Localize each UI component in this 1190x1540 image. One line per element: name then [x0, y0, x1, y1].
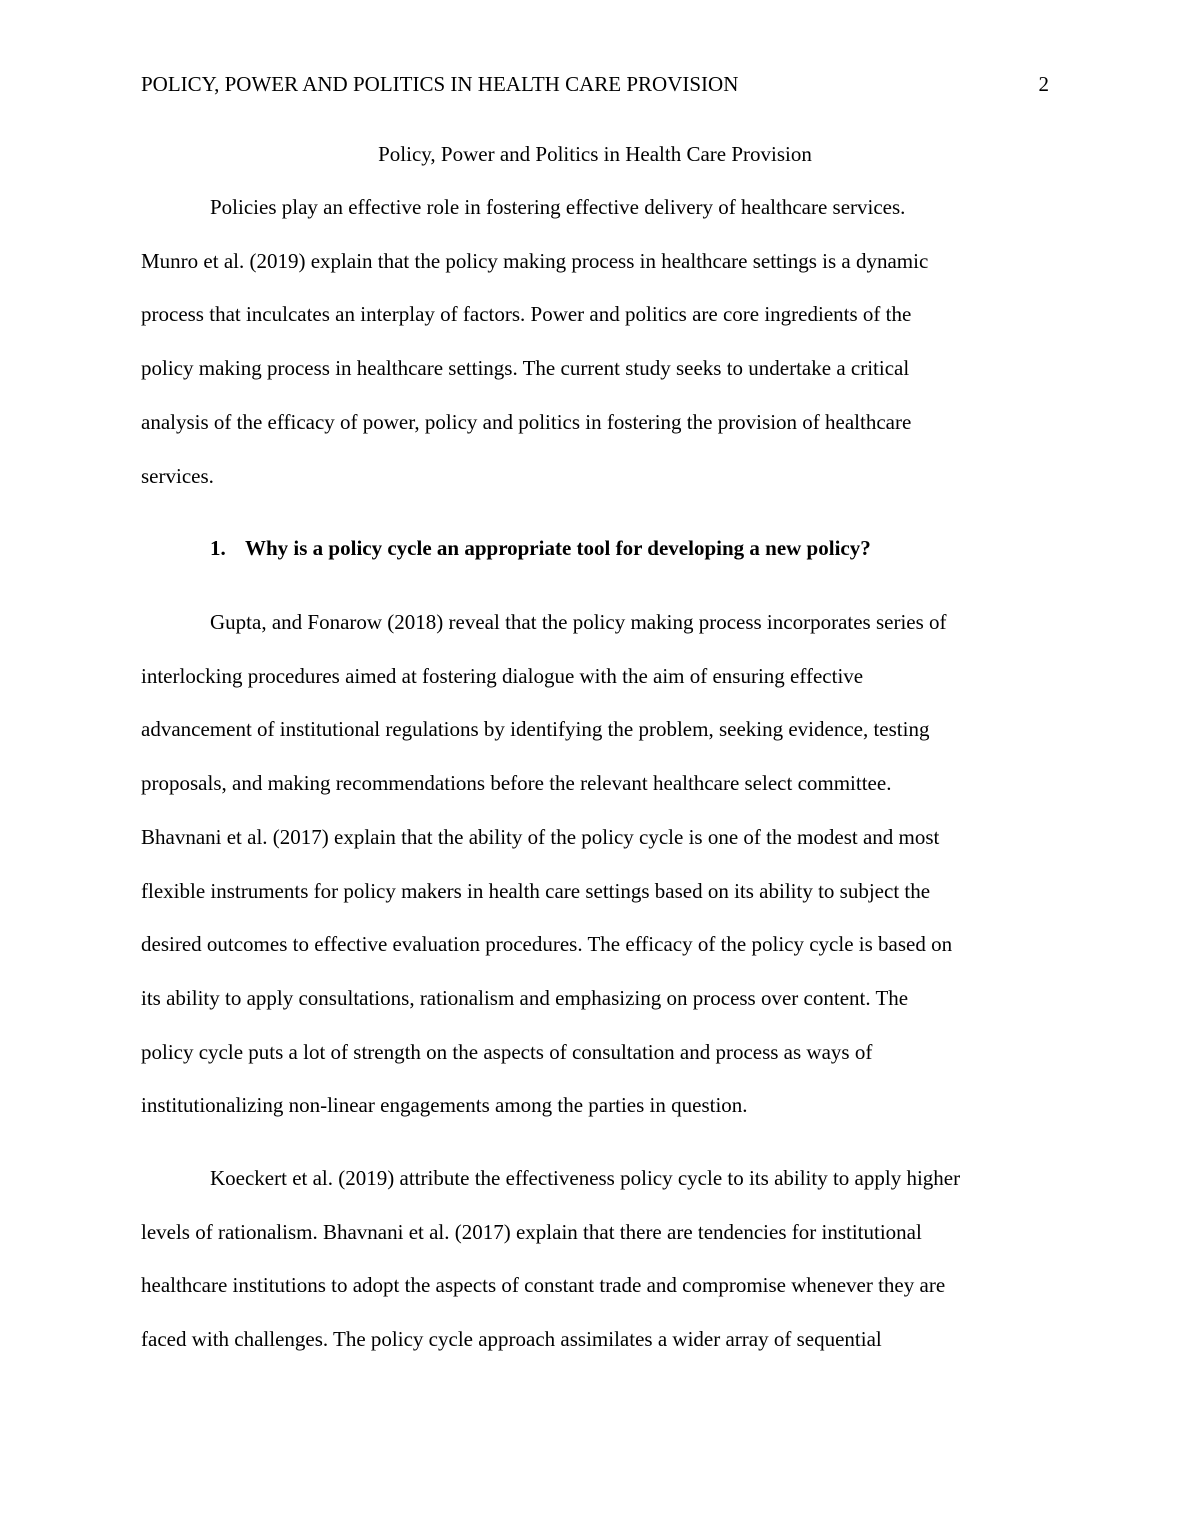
paragraph-line: its ability to apply consultations, rationalism and emphasizing on process over content. The [141, 985, 909, 1010]
paragraph-line: Koeckert et al. (2019) attribute the effectiveness policy cycle to its ability to apply higher [210, 1166, 961, 1190]
paragraph-line: institutionalizing non-linear engagements among the parties in question. [141, 1093, 748, 1118]
paragraph-line: Gupta, and Fonarow (2018) reveal that the policy making process incorporates series of [210, 610, 947, 634]
intro-paragraph [141, 181, 1051, 503]
paragraph-line: Munro et al. (2019) explain that the policy making process in healthcare settings is a dynamic [141, 248, 929, 273]
section-paragraph-2 [141, 1152, 1051, 1367]
paragraph-line: policy cycle puts a lot of strength on the aspects of consultation and process as ways of [141, 1039, 873, 1064]
section-number: 1. [210, 536, 226, 560]
paragraph-line: Bhavnani et al. (2017) explain that the ability of the policy cycle is one of the modest and most [141, 824, 940, 849]
paragraph-line: advancement of institutional regulations by identifying the problem, seeking evidence, testing [141, 717, 930, 742]
document-title: Policy, Power and Politics in Health Care Provision [378, 142, 812, 166]
paragraph-line: healthcare institutions to adopt the aspects of constant trade and compromise whenever they are [141, 1273, 946, 1298]
paragraph-line: process that inculcates an interplay of factors. Power and politics are core ingredients of the [141, 302, 912, 327]
section-heading-text: Why is a policy cycle an appropriate tool for developing a new policy? [245, 536, 871, 560]
paragraph-line: Policies play an effective role in fostering effective delivery of healthcare services. [210, 195, 906, 219]
section-heading [210, 534, 871, 562]
paragraph-line: services. [141, 463, 214, 488]
section-paragraph-1 [141, 596, 1051, 1133]
paragraph-line: desired outcomes to effective evaluation procedures. The efficacy of the policy cycle is based on [141, 932, 953, 957]
paragraph-line: analysis of the efficacy of power, policy and politics in fostering the provision of healthcare [141, 409, 912, 434]
paragraph-line: interlocking procedures aimed at fostering dialogue with the aim of ensuring effective [141, 663, 864, 688]
running-head-title: POLICY, POWER AND POLITICS IN HEALTH CARE PROVISION [141, 72, 739, 96]
paragraph-line: flexible instruments for policy makers in health care settings based on its ability to subject the [141, 878, 931, 903]
paragraph-line: faced with challenges. The policy cycle approach assimilates a wider array of sequential [141, 1327, 882, 1352]
paragraph-line: proposals, and making recommendations before the relevant healthcare select committee. [141, 771, 892, 796]
running-head [141, 70, 1049, 98]
page-number: 2 [1038, 72, 1049, 96]
paragraph-line: policy making process in healthcare settings. The current study seeks to undertake a critical [141, 356, 910, 381]
paragraph-line: levels of rationalism. Bhavnani et al. (2017) explain that there are tendencies for institutional [141, 1219, 922, 1244]
